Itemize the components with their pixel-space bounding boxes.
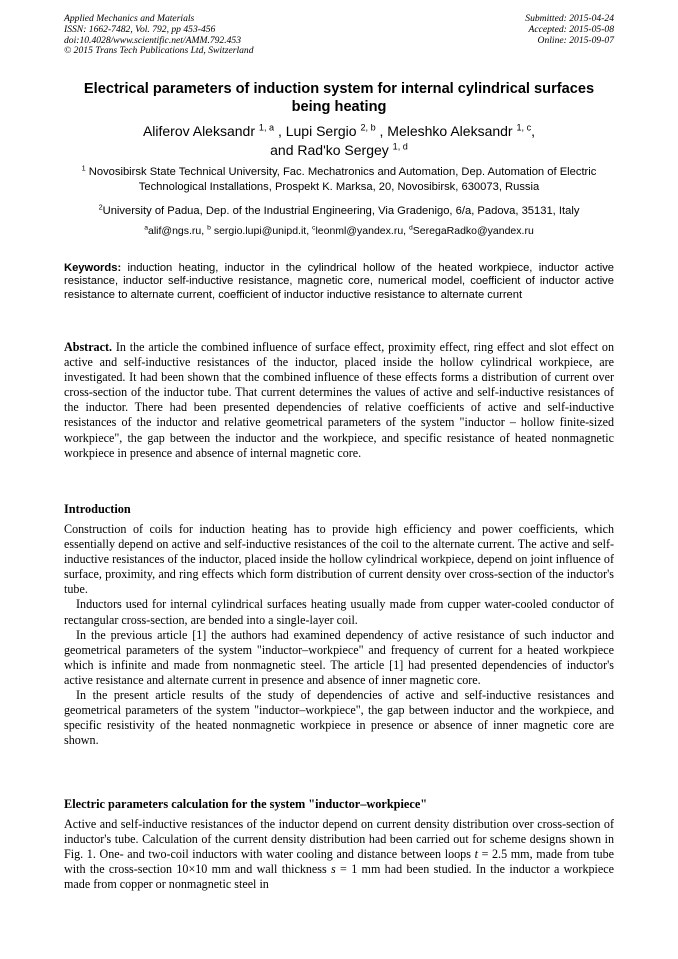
- author-superscript: 1, c: [516, 122, 532, 133]
- author-superscript: 2, b: [360, 122, 376, 133]
- copyright-line: © 2015 Trans Tech Publications Ltd, Switzerland: [64, 45, 254, 57]
- affiliation-text: Novosibirsk State Technical University, Fac. Mechatronics and Automation, Dep. Automation of Electric Technological Installations, Prospekt K. Marksa, 20, Novosibirsk, 630073, Russia: [88, 166, 597, 194]
- abstract-text: In the article the combined influence of surface effect, proximity effect, ring effect and slot effect on active and self-inductive resistances of the inductor, placed inside the hollow cylindrical workpiece, are investigated. It had been shown that the combined influence of these effects forms a distribution of current over cross-section of the inductor tube. That current determines the values of active and self-inductive resistances of the inductor. There had been presented dependencies of relative coefficients of active and self-inductive resistances of the inductor and relative geometrical parameters of the system "inductor – hollow finite-sized workpiece", the gap between the inductor and the workpiece, and specific resistance of heated nonmagnetic workpiece in presence and absence of internal magnetic core.: [64, 340, 614, 460]
- online-date: Online: 2015-09-07: [537, 34, 614, 46]
- paragraph: Construction of coils for induction heating has to provide high efficiency and power coefficients, which essentially depend on active and self-inductive resistances of the coil to the alternate current. The active and self-inductive resistances of the inductor, placed inside the hollow cylindrical workpiece, depend on joint influence of surface, proximity, and ring effects which form distribution of current density over cross-section of the inductor's tube.: [64, 522, 614, 597]
- introduction-body: [64, 522, 614, 748]
- author-superscript: 1, a: [258, 122, 275, 133]
- author-separator: ,: [375, 123, 388, 139]
- issn-line: ISSN: 1662-7482, Vol. 792, pp 453-456: [64, 23, 216, 35]
- email-list: [64, 224, 614, 239]
- author-superscript: 1, d: [392, 141, 408, 152]
- submission-dates: [525, 14, 614, 46]
- author-separator: ,: [531, 123, 536, 139]
- introduction-heading: Introduction: [64, 502, 131, 516]
- journal-name: Applied Mechanics and Materials: [64, 13, 195, 24]
- section-heading: Electric parameters calculation for the system "inductor–workpiece": [64, 797, 428, 811]
- paragraph: In the present article results of the study of dependencies of active and self-inductive resistances and geometrical parameters of the system "inductor–workpiece", the gap between inductor and the workpiece, and specific resistivity of the heated nonmagnetic workpiece in presence or absence of inner magnetic core are shown.: [64, 688, 614, 748]
- author-name: Meleshko Aleksandr: [387, 123, 513, 139]
- accepted-date: Accepted: 2015-05-08: [528, 23, 614, 35]
- email-superscript: c: [312, 224, 316, 232]
- email-superscript: b: [207, 224, 211, 232]
- abstract-label: Abstract.: [64, 340, 113, 354]
- affiliation-2: [64, 204, 614, 219]
- affiliation-number: 2: [98, 202, 103, 212]
- keywords-text: induction heating, inductor in the cylindrical hollow of the heated workpiece, inductor active resistance, inductor self-inductive resistance, magnetic core, numerical model, coefficient of inductor active resistance to alternate current, coefficient of inductor inductive resistance to alternate current: [64, 262, 615, 301]
- email-address[interactable]: SeregaRadko@yandex.ru: [412, 225, 534, 237]
- paragraph: In the previous article [1] the authors had examined dependency of active resistance of such inductor and geometrical parameters of the system "inductor–workpiece" and frequency of current for a heated workpiece which is infinite and made from nonmagnetic steel. The article [1] had presented dependencies of inductor's active resistance and alternate current in presence and absence of inner magnetic core.: [64, 627, 614, 687]
- submitted-date: Submitted: 2015-04-24: [525, 13, 614, 24]
- abstract-block: [64, 340, 614, 461]
- affiliation-text: University of Padua, Dep. of the Industrial Engineering, Via Gradenigo, 6/a, Padova, 35131, Italy: [102, 205, 580, 217]
- author-name: and Rad'ko Sergey: [270, 142, 389, 158]
- email-address[interactable]: alif@ngs.ru,: [148, 225, 205, 237]
- author-name: Aliferov Aleksandr: [142, 123, 255, 139]
- author-separator: ,: [274, 123, 286, 139]
- doi-line: doi:10.4028/www.scientific.net/AMM.792.453: [64, 34, 242, 46]
- email-superscript: d: [409, 224, 413, 232]
- paragraph: Inductors used for internal cylindrical surfaces heating usually made from cupper water-cooled conductor of rectangular cross-section, are bended into a single-layer coil.: [64, 597, 614, 627]
- keywords-block: [64, 262, 614, 302]
- email-address[interactable]: sergio.lupi@unipd.it,: [213, 225, 310, 237]
- keywords-label: Keywords:: [64, 262, 122, 274]
- journal-info: [64, 14, 254, 57]
- affiliation-number: 1: [81, 163, 86, 173]
- paper-title: Electrical parameters of induction system for internal cylindrical surfaces being heating: [83, 81, 595, 115]
- text-run: = 2.5 mm, made from tube with the cross-section 10×10 mm and wall thickness: [64, 847, 614, 877]
- variable-t: t: [474, 847, 478, 862]
- email-superscript: a: [144, 224, 148, 232]
- section-body: [64, 817, 614, 892]
- email-address[interactable]: leonml@yandex.ru,: [315, 225, 407, 237]
- text-run: = 1 mm had been studied. In the inductor a workpiece made from copper or nonmagnetic steel in: [64, 862, 614, 892]
- author-name: Lupi Sergio: [285, 123, 357, 139]
- paragraph: [64, 817, 614, 892]
- affiliation-1: [64, 165, 614, 195]
- variable-s: s: [331, 862, 336, 877]
- author-list: [64, 122, 614, 160]
- text-run: Active and self-inductive resistances of the inductor depend on current density distribution over cross-section of inductor's tube. Calculation of the current density distribution had been carried out for scheme designs shown in Fig. 1. One- and two-coil inductors with water cooling and distance between loops: [64, 817, 614, 862]
